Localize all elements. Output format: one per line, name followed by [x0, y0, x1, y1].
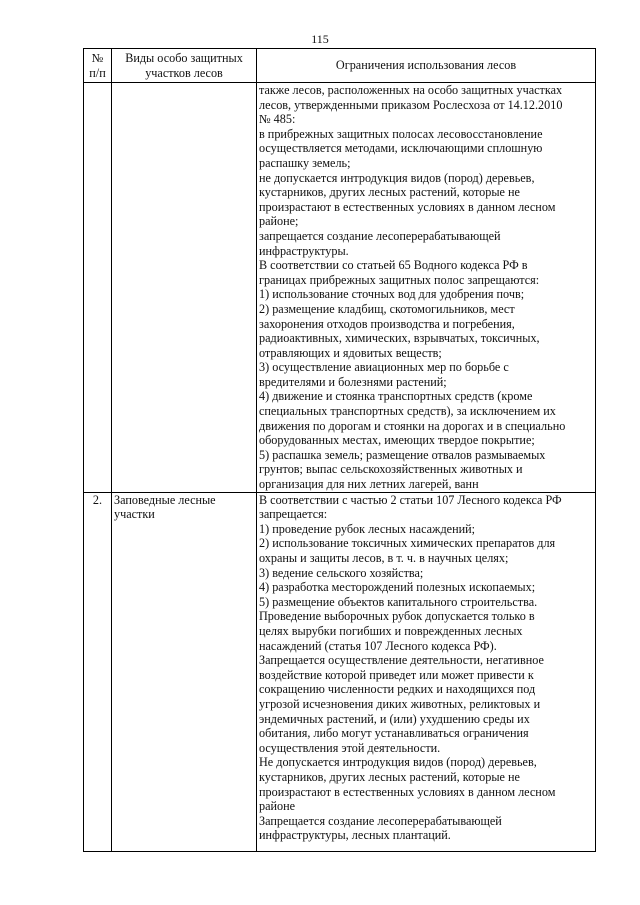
- header-zone-type: Виды особо защитных участков лесов: [112, 49, 257, 83]
- header-restrictions: Ограничения использования лесов: [257, 49, 596, 83]
- restriction-line: запрещается:: [259, 507, 328, 522]
- table-row: [84, 83, 596, 493]
- restriction-line: произрастают в естественных условиях в данном лесном: [259, 199, 556, 214]
- restriction-line: распашку земель;: [259, 155, 351, 170]
- row-number: 2.: [84, 492, 112, 851]
- restriction-line: В соответствии с частью 2 статьи 107 Лесного кодекса РФ: [259, 492, 562, 507]
- restriction-line: 5) распашка земель; размещение отвалов размываемых: [259, 447, 546, 462]
- restriction-line: лесов, утвержденными приказом Рослесхоза от 14.12.2010: [259, 97, 563, 112]
- restriction-line: вредителями и болезнями растений;: [259, 374, 447, 389]
- restriction-line: кустарников, других лесных растений, которые не: [259, 185, 520, 200]
- restriction-line: оборудованных местах, имеющих твердое покрытие;: [259, 433, 535, 448]
- restriction-line: целях вырубки погибших и поврежденных лесных: [259, 623, 523, 638]
- table-row: [84, 492, 596, 851]
- restriction-line: границах прибрежных защитных полос запрещаются:: [259, 272, 540, 287]
- restriction-line: В соответствии со статьей 65 Водного кодекса РФ в: [259, 258, 528, 273]
- restriction-line: в прибрежных защитных полосах лесовосстановление: [259, 126, 543, 141]
- restriction-line: районе;: [259, 214, 299, 229]
- row-zone-type: [112, 83, 257, 493]
- restriction-line: Запрещается осуществление деятельности, негативное: [259, 653, 544, 668]
- restriction-line: не допускается интродукция видов (пород) деревьев,: [259, 170, 535, 185]
- restriction-line: также лесов, расположенных на особо защитных участках: [259, 83, 563, 97]
- restriction-line: 1) использование сточных вод для удобрения почв;: [259, 287, 525, 302]
- restriction-line: инфраструктуры.: [259, 243, 349, 258]
- restriction-line: специальных транспортных средств), за исключением их: [259, 404, 556, 419]
- restriction-line: 4) разработка месторождений полезных ископаемых;: [259, 580, 536, 595]
- restriction-line: 3) осуществление авиационных мер по борьбе с: [259, 360, 509, 375]
- restriction-line: районе: [259, 799, 296, 814]
- restriction-line: Запрещается создание лесоперерабатывающей: [259, 813, 502, 828]
- restriction-line: захоронения отходов производства и погребения,: [259, 316, 515, 331]
- table-header-row: [84, 49, 596, 83]
- restriction-line: насаждений (статья 107 Лесного кодекса РФ).: [259, 638, 497, 653]
- restriction-line: Не допускается интродукция видов (пород) деревьев,: [259, 755, 537, 770]
- restriction-line: 1) проведение рубок лесных насаждений;: [259, 521, 476, 536]
- restriction-line: 2) использование токсичных химических препаратов для: [259, 536, 556, 551]
- restriction-line: инфраструктуры, лесных плантаций.: [259, 828, 451, 843]
- restriction-line: сокращению численности редких и находящихся под: [259, 682, 536, 697]
- restriction-line: Проведение выборочных рубок допускается только в: [259, 609, 535, 624]
- restriction-line: 4) движение и стоянка транспортных средств (кроме: [259, 389, 533, 404]
- restriction-line: грунтов; выпас сельскохозяйственных животных и: [259, 462, 523, 477]
- restriction-line: 5) размещение объектов капитального строительства.: [259, 594, 538, 609]
- row-restrictions: [257, 492, 596, 851]
- restriction-line: осуществления этой деятельности.: [259, 740, 441, 755]
- restriction-line: 3) ведение сельского хозяйства;: [259, 565, 424, 580]
- restriction-line: угрозой исчезновения диких животных, реликтовых и: [259, 696, 541, 711]
- restriction-line: радиоактивных, химических, взрывчатых, токсичных,: [259, 331, 540, 346]
- row-zone-type: Заповедные лесные участки: [112, 492, 257, 851]
- restriction-line: обитания, либо могут устанавливаться ограничения: [259, 726, 529, 741]
- restriction-line: 2) размещение кладбищ, скотомогильников, мест: [259, 301, 515, 316]
- restrictions-table: [83, 48, 596, 852]
- page-number: 115: [311, 32, 329, 46]
- restriction-line: воздействие которой приведет или может привести к: [259, 667, 534, 682]
- header-number: № п/п: [84, 49, 112, 83]
- row-restrictions: [257, 83, 596, 493]
- restriction-line: произрастают в естественных условиях в данном лесном: [259, 784, 556, 799]
- restriction-line: охраны и защиты лесов, в т. ч. в научных целях;: [259, 551, 509, 565]
- restriction-line: организация для них летних лагерей, ванн: [259, 477, 479, 492]
- row-number: [84, 83, 112, 493]
- restriction-line: отравляющих и ядовитых веществ;: [259, 345, 442, 360]
- restriction-line: эндемичных растений, и (или) ухудшению среды их: [259, 711, 530, 726]
- restriction-line: кустарников, других лесных растений, которые не: [259, 769, 520, 784]
- restriction-line: запрещается создание лесоперерабатывающей: [259, 228, 501, 243]
- restriction-line: осуществляется методами, исключающими сплошную: [259, 141, 543, 156]
- restriction-line: № 485:: [259, 112, 296, 127]
- restriction-line: движения по дорогам и стоянки на дорогах и в специально: [259, 418, 566, 433]
